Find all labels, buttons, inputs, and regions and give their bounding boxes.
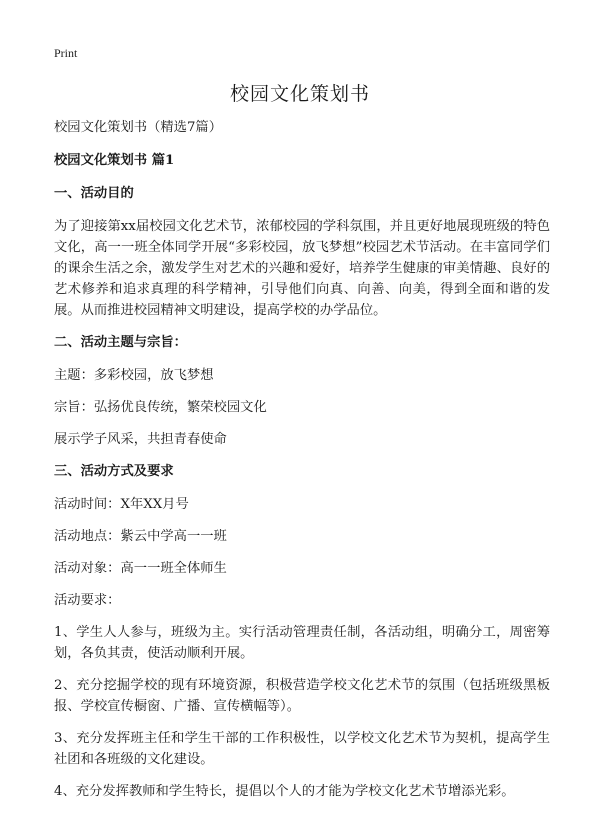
purpose-paragraph: 为了迎接第xx届校园文化艺术节，浓郁校园的学科氛围，并且更好地展现班级的特色文化，高一一班全体同学开展“多彩校园，放飞梦想”校园艺术节活动。在丰富同学们的课余生活之余，激发学生对艺术的兴趣和爱好，培养学生健康的审美情趣、良好的艺术修养和追求真理的科学精神，引导他们向真、向善、向美，得到全面和谐的发展。从而推进校园精神文明建设，提高学校的办学品位。: [54, 219, 550, 318]
requirements-label: 活动要求：: [54, 593, 121, 608]
document-subtitle: 校园文化策划书（精选7篇）: [54, 120, 223, 135]
purpose-line: 宗旨：弘扬优良传统，繁荣校园文化: [54, 400, 267, 415]
theme-line: 主题：多彩校园，放飞梦想: [54, 368, 214, 383]
print-link[interactable]: Print: [54, 46, 78, 60]
article-heading: 校园文化策划书 篇1: [54, 153, 175, 168]
place-line: 活动地点：紫云中学高一一班: [54, 529, 227, 544]
section-heading-theme: 二、活动主题与宗旨：: [54, 335, 187, 350]
requirement-3: 3、充分发挥班主任和学生干部的工作积极性，以学校文化艺术节为契机，提高学生社团和各班级的文化建设。: [54, 731, 550, 767]
requirement-1: 1、学生人人参与，班级为主。实行活动管理责任制，各活动组，明确分工，周密筹划，各负其责，使活动顺利开展。: [54, 625, 550, 661]
document-title: 校园文化策划书: [229, 83, 370, 105]
section-heading-method: 三、活动方式及要求: [54, 464, 174, 479]
document-body: [54, 117, 550, 813]
target-line: 活动对象：高一一班全体师生: [54, 561, 227, 576]
purpose-line-2: 展示学子风采，共担青春使命: [54, 432, 227, 447]
time-line: 活动时间：X年XX月号: [54, 497, 189, 512]
requirement-2: 2、充分挖掘学校的现有环境资源，积极营造学校文化艺术节的氛围（包括班级黑板报、学校宣传橱窗、广播、宣传横幅等）。: [54, 678, 550, 714]
section-heading-purpose: 一、活动目的: [54, 186, 134, 201]
requirement-4: 4、充分发挥教师和学生特长，提倡以个人的才能为学校文化艺术节增添光彩。: [54, 784, 515, 799]
